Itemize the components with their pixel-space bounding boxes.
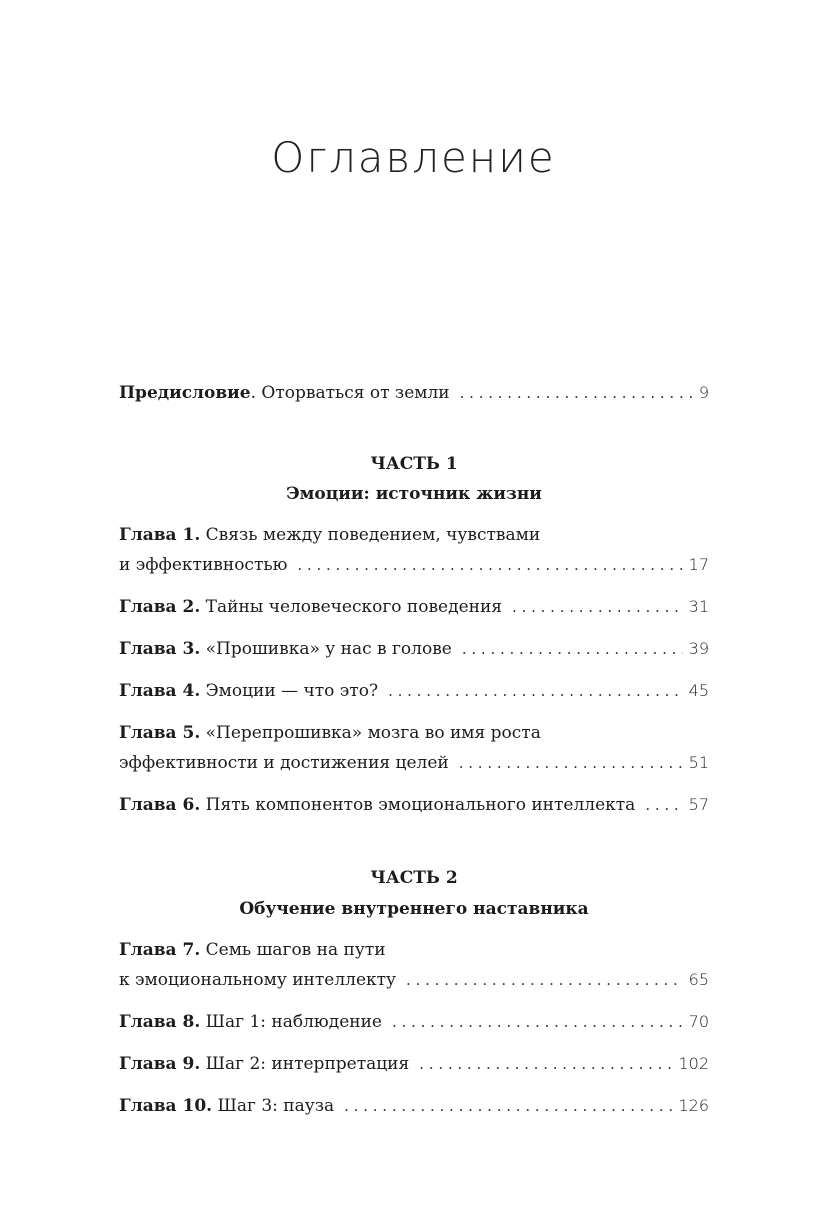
- chapter-label: Глава 9.: [119, 1054, 201, 1074]
- page-number: 45: [688, 681, 709, 700]
- toc-entry-chapter-1: [119, 520, 709, 550]
- toc-entry-chapter-4: [119, 676, 709, 706]
- toc-entry-chapter-3: [119, 634, 709, 664]
- chapter-label: Глава 7.: [119, 940, 201, 960]
- chapter-title: Шаг 2: интерпретация: [205, 1054, 410, 1074]
- dot-leader: [645, 790, 682, 820]
- chapter-title-line-1: Семь шагов на пути: [205, 940, 386, 960]
- dot-leader: [460, 378, 693, 408]
- chapter-title: Пять компонентов эмоционального интеллекта: [205, 795, 636, 815]
- page-number: 126: [678, 1096, 709, 1115]
- toc-entry-chapter-8: [119, 1007, 709, 1037]
- part-subtitle: Обучение внутреннего наставника: [239, 899, 589, 919]
- dot-leader: [297, 550, 682, 580]
- dot-leader: [344, 1091, 672, 1121]
- chapter-title: Шаг 1: наблюдение: [205, 1012, 382, 1032]
- toc-entry-chapter-6: [119, 790, 709, 820]
- chapter-label: Глава 4.: [119, 681, 201, 701]
- chapter-label: Глава 5.: [119, 723, 201, 743]
- toc-entry-chapter-2: [119, 592, 709, 622]
- dot-leader: [406, 965, 683, 995]
- toc-entry-chapter-5-cont: [119, 748, 709, 778]
- chapter-title-line-1: «Перепрошивка» мозга во имя роста: [205, 723, 541, 743]
- page-number: 57: [688, 795, 709, 814]
- toc-entry-preface: [119, 378, 709, 408]
- toc-entry-chapter-1-cont: [119, 550, 709, 580]
- chapter-label: Глава 2.: [119, 597, 201, 617]
- page-number: 17: [688, 555, 709, 574]
- chapter-label: Глава 3.: [119, 639, 201, 659]
- chapter-label: Глава 8.: [119, 1012, 201, 1032]
- preface-title: . Оторваться от земли: [250, 383, 450, 403]
- chapter-label: Глава 1.: [119, 525, 201, 545]
- page-number: 102: [678, 1054, 709, 1073]
- dot-leader: [462, 634, 683, 664]
- dot-leader: [388, 676, 683, 706]
- page-number: 65: [688, 970, 709, 989]
- dot-leader: [392, 1007, 683, 1037]
- toc-entry-chapter-10: [119, 1091, 709, 1121]
- part-label: ЧАСТЬ 2: [370, 868, 458, 888]
- toc-entry-chapter-7: [119, 935, 709, 965]
- dot-leader: [512, 592, 683, 622]
- chapter-title-line-2: и эффективностью: [119, 555, 288, 575]
- page-number: 9: [698, 383, 709, 402]
- page-number: 51: [688, 753, 709, 772]
- page-number: 31: [688, 597, 709, 616]
- chapter-label: Глава 6.: [119, 795, 201, 815]
- page-number: 70: [688, 1012, 709, 1031]
- chapter-title-line-2: к эмоциональному интеллекту: [119, 970, 397, 990]
- page-title: Оглавление: [271, 133, 556, 182]
- chapter-label: Глава 10.: [119, 1096, 213, 1116]
- chapter-title: Эмоции — что это?: [205, 681, 379, 701]
- page-number: 39: [688, 639, 709, 658]
- chapter-title: Тайны человеческого поведения: [205, 597, 503, 617]
- chapter-title: Шаг 3: пауза: [217, 1096, 335, 1116]
- chapter-title-line-2: эффективности и достижения целей: [119, 753, 449, 773]
- part-subtitle: Эмоции: источник жизни: [286, 484, 542, 504]
- toc-entry-chapter-7-cont: [119, 965, 709, 995]
- part-label: ЧАСТЬ 1: [370, 454, 458, 474]
- dot-leader: [459, 748, 683, 778]
- toc-entry-chapter-9: [119, 1049, 709, 1079]
- dot-leader: [419, 1049, 672, 1079]
- toc-entry-chapter-5: [119, 718, 709, 748]
- chapter-title: «Прошивка» у нас в голове: [205, 639, 452, 659]
- preface-label: Предисловие: [119, 383, 251, 403]
- chapter-title-line-1: Связь между поведением, чувствами: [205, 525, 541, 545]
